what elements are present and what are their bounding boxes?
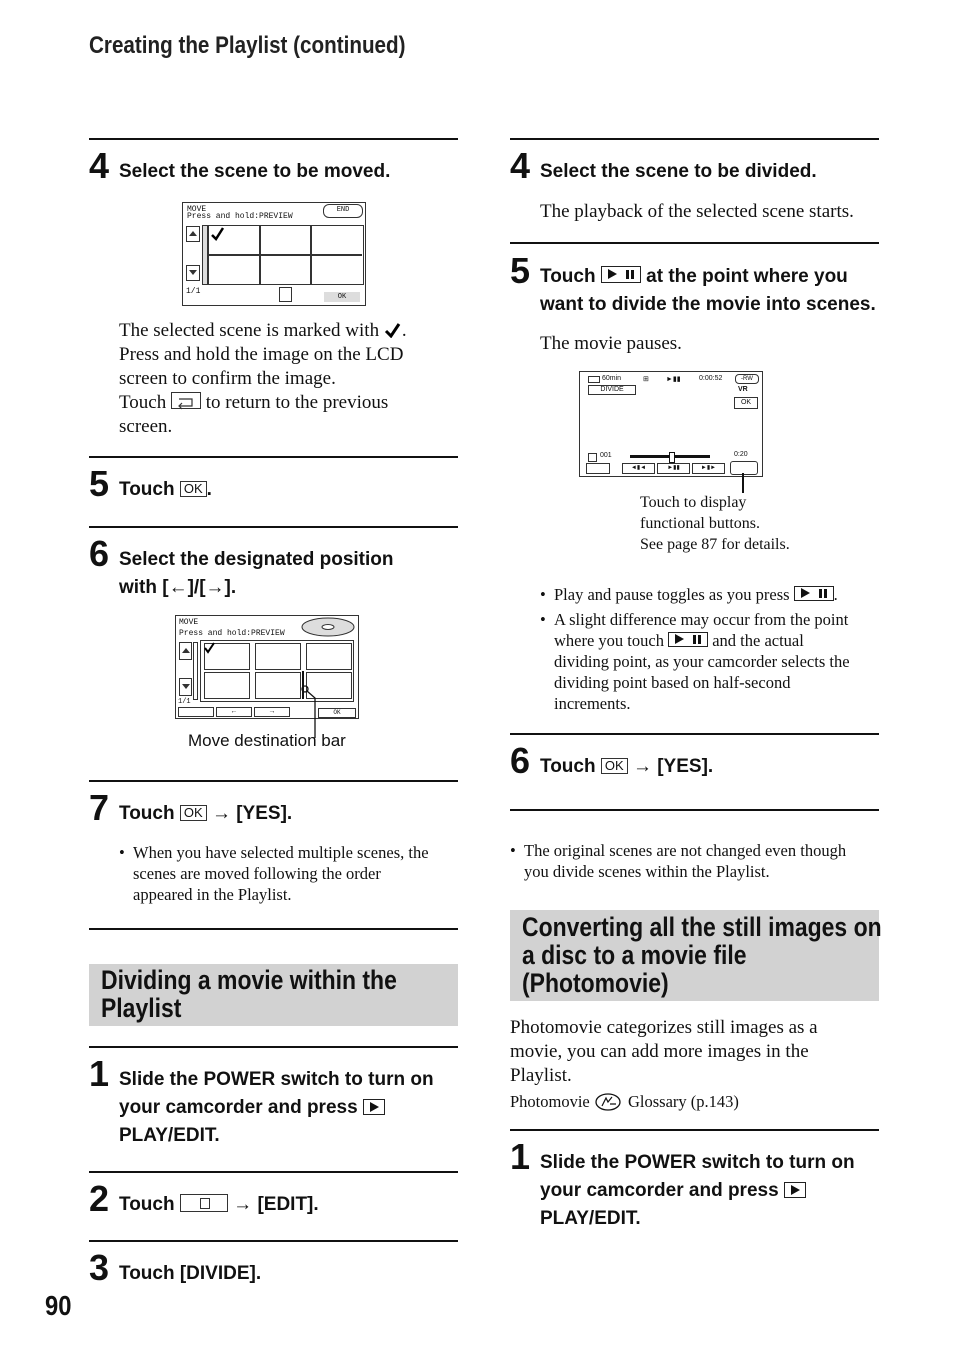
- text: Converting all the still images on: [522, 912, 882, 942]
- lcd-screen-move-destination: [175, 615, 359, 719]
- text: Touch to display: [640, 494, 747, 511]
- play-pause-icon: [601, 266, 641, 283]
- function-button[interactable]: [730, 461, 758, 475]
- glossary-reference: [510, 1091, 739, 1112]
- text: Press and hold the image on the LCD: [119, 344, 404, 365]
- battery-time: 60min: [602, 375, 622, 382]
- play-pause-button[interactable]: ►▮▮: [657, 463, 690, 474]
- text: .: [401, 320, 407, 341]
- text: scenes are moved following the order: [133, 864, 381, 883]
- text: Photomovie categorizes still images as a: [510, 1017, 818, 1038]
- thumbnail[interactable]: [261, 226, 312, 256]
- ok-icon: OK: [601, 758, 628, 774]
- bullet-note: [510, 840, 846, 882]
- divider: [510, 138, 879, 140]
- figure-caption: Move destination bar: [188, 731, 346, 750]
- end-button[interactable]: END: [323, 204, 363, 218]
- forward-button[interactable]: ►▮►: [692, 463, 725, 474]
- text: • A slight difference may occur from the point: [554, 610, 849, 629]
- scroll-bar[interactable]: [193, 642, 198, 700]
- divider: [89, 138, 458, 140]
- text: with [←]/[→].: [119, 577, 237, 598]
- scroll-up-button[interactable]: [179, 642, 192, 660]
- section-title: [101, 966, 397, 1022]
- text: See page 87 for details.: [640, 536, 790, 553]
- disc-type-icon: -RW: [735, 374, 759, 384]
- ok-button[interactable]: OK: [318, 708, 356, 718]
- text: a disc to a movie file: [522, 940, 747, 970]
- step-heading: Select the scene to be moved.: [119, 161, 391, 182]
- ok-icon: OK: [180, 805, 207, 821]
- divider: [89, 1240, 458, 1242]
- text: • The original scenes are not changed even though: [524, 841, 847, 860]
- battery-icon: [588, 376, 600, 383]
- thumbnail[interactable]: [209, 256, 261, 284]
- mode-label: DIVIDE: [588, 385, 636, 395]
- text: Touch: [540, 756, 596, 777]
- paragraph: [510, 1016, 818, 1088]
- text: Slide the POWER switch to turn on: [119, 1069, 434, 1090]
- text: screen to confirm the image.: [119, 368, 336, 389]
- text: to return to the previous: [205, 392, 389, 413]
- thumbnail[interactable]: [204, 672, 250, 699]
- step-number: 4: [89, 145, 110, 186]
- paragraph: [119, 319, 407, 439]
- bullet-note: [119, 842, 429, 905]
- lcd-subtitle: Press and hold:PREVIEW: [179, 629, 285, 638]
- callout-line: [742, 473, 744, 493]
- glossary-icon: [594, 1092, 624, 1112]
- remaining-time: 0:20: [734, 451, 748, 458]
- text: • When you have selected multiple scenes, the: [133, 843, 429, 862]
- arrow: →: [233, 1194, 253, 1215]
- thumbnail-grid: [208, 225, 364, 285]
- progress-handle[interactable]: [669, 452, 675, 463]
- text: Playlist: [101, 993, 182, 1023]
- text: Play and pause toggles as you press: [554, 585, 790, 604]
- checkmark-icon: [211, 227, 225, 241]
- divider: [510, 242, 879, 244]
- text: [EDIT].: [257, 1194, 319, 1215]
- text: Touch: [119, 392, 167, 413]
- checkmark-icon: [204, 642, 216, 654]
- text: .: [833, 585, 838, 604]
- text: want to divide the movie into scenes.: [540, 294, 876, 315]
- text: Touch: [119, 1194, 175, 1215]
- text: Touch: [119, 803, 175, 824]
- thumbnail[interactable]: [261, 256, 312, 284]
- page-indicator: 1/1: [178, 698, 191, 706]
- right-arrow-button[interactable]: →: [254, 707, 290, 717]
- step-number: 6: [510, 740, 531, 781]
- menu-icon: [180, 1194, 228, 1212]
- lcd-screen-divide: [579, 371, 763, 477]
- play-pause-status-icon: ►▮▮: [666, 376, 681, 383]
- step-number: 2: [89, 1178, 110, 1219]
- text: PLAY/EDIT.: [119, 1125, 220, 1146]
- thumbnail[interactable]: [306, 643, 352, 670]
- rewind-button[interactable]: ◄▮◄: [622, 463, 655, 474]
- section-title: [522, 913, 882, 997]
- left-arrow-button[interactable]: ←: [216, 707, 252, 717]
- text: Select the designated position: [119, 549, 394, 570]
- menu-icon[interactable]: [279, 287, 292, 302]
- bullet-note: [540, 609, 850, 714]
- text: you divide scenes within the Playlist.: [524, 862, 770, 881]
- text: your camcorder and press: [540, 1180, 779, 1201]
- lcd-screen-move: [182, 202, 366, 306]
- scroll-down-button[interactable]: [179, 678, 192, 696]
- scroll-up-button[interactable]: [186, 226, 200, 242]
- ok-button[interactable]: OK: [734, 397, 758, 409]
- divider: [510, 809, 879, 811]
- step-heading: [119, 1191, 319, 1219]
- figure-caption: [640, 492, 790, 555]
- scroll-down-button[interactable]: [186, 265, 200, 281]
- lcd-title: MOVE: [179, 618, 199, 627]
- bullet-note: [540, 584, 838, 605]
- ok-icon: OK: [180, 481, 207, 497]
- step-heading: Touch [DIVIDE].: [119, 1263, 262, 1284]
- divider: [89, 780, 458, 782]
- page-indicator: 1/1: [186, 287, 201, 296]
- record-mode-icon: ⊞: [643, 376, 649, 383]
- text: (Photomovie): [522, 968, 669, 998]
- thumbnail[interactable]: [255, 643, 301, 670]
- text: PLAY/EDIT.: [540, 1208, 641, 1229]
- format-label: VR: [738, 386, 748, 393]
- text: your camcorder and press: [119, 1097, 358, 1118]
- play-icon: [784, 1182, 806, 1198]
- text: .: [206, 479, 212, 500]
- step-number: 3: [89, 1247, 110, 1288]
- step-number: 5: [510, 250, 531, 291]
- text: screen.: [119, 416, 173, 437]
- return-button[interactable]: [586, 463, 610, 474]
- text: at the point where you: [646, 266, 848, 287]
- ok-button[interactable]: OK: [324, 292, 360, 302]
- paragraph: The playback of the selected scene starts.: [540, 201, 854, 222]
- checkmark-icon: [384, 322, 402, 338]
- divider: [510, 1129, 879, 1131]
- step-number: 1: [510, 1136, 531, 1177]
- step-heading: [119, 800, 292, 828]
- step-heading: [119, 546, 394, 602]
- text: [YES].: [657, 756, 714, 777]
- divider: [89, 456, 458, 458]
- text: Touch: [540, 266, 596, 287]
- divider: [510, 733, 879, 735]
- text: Photomovie: [510, 1092, 590, 1111]
- text: appeared in the Playlist.: [133, 885, 292, 904]
- text: The selected scene is marked with: [119, 320, 380, 341]
- text: Dividing a movie within the: [101, 965, 397, 995]
- text: dividing point, as your camcorder selects the: [554, 652, 850, 671]
- step-number: 7: [89, 787, 110, 828]
- text: Slide the POWER switch to turn on: [540, 1152, 855, 1173]
- arrow: →: [632, 756, 652, 777]
- time-counter: 0:00:52: [699, 375, 723, 382]
- page-number: 90: [45, 1290, 72, 1321]
- lcd-title: MOVE: [187, 205, 207, 214]
- step-number: 6: [89, 533, 110, 574]
- text: movie, you can add more images in the: [510, 1041, 809, 1062]
- text: dividing point based on half-second: [554, 673, 791, 692]
- lcd-subtitle: Press and hold:PREVIEW: [187, 212, 293, 221]
- scene-number: 001: [600, 452, 612, 459]
- paragraph: The movie pauses.: [540, 333, 682, 354]
- play-icon: [363, 1099, 385, 1115]
- step-number: 5: [89, 463, 110, 504]
- divider: [89, 1046, 458, 1048]
- arrow: →: [211, 803, 231, 824]
- divider: [89, 928, 458, 930]
- step-heading: [540, 1149, 855, 1233]
- text: functional buttons.: [640, 515, 760, 532]
- thumbnail[interactable]: [312, 226, 362, 256]
- step-heading: [540, 753, 713, 781]
- play-pause-icon: [668, 632, 708, 647]
- disc-icon: [300, 616, 356, 638]
- thumbnail[interactable]: [255, 672, 301, 699]
- play-pause-icon: [794, 586, 834, 601]
- thumbnail-grid: [200, 640, 354, 702]
- step-number: 4: [510, 145, 531, 186]
- text: where you touch: [554, 631, 664, 650]
- step-heading: [119, 476, 212, 504]
- text: and the actual: [712, 631, 804, 650]
- page-header: Creating the Playlist (continued): [89, 32, 406, 59]
- text: Playlist.: [510, 1065, 572, 1086]
- step-heading: Select the scene to be divided.: [540, 161, 817, 182]
- text: Glossary (p.143): [628, 1092, 739, 1111]
- return-button[interactable]: [178, 707, 214, 717]
- text: Touch: [119, 479, 175, 500]
- step-heading: [119, 1066, 434, 1150]
- divider: [89, 526, 458, 528]
- divider: [89, 1171, 458, 1173]
- return-icon: [171, 392, 201, 409]
- scene-icon: [588, 453, 597, 462]
- text: [YES].: [236, 803, 293, 824]
- step-heading: [540, 263, 876, 319]
- step-number: 1: [89, 1053, 110, 1094]
- text: increments.: [554, 694, 631, 713]
